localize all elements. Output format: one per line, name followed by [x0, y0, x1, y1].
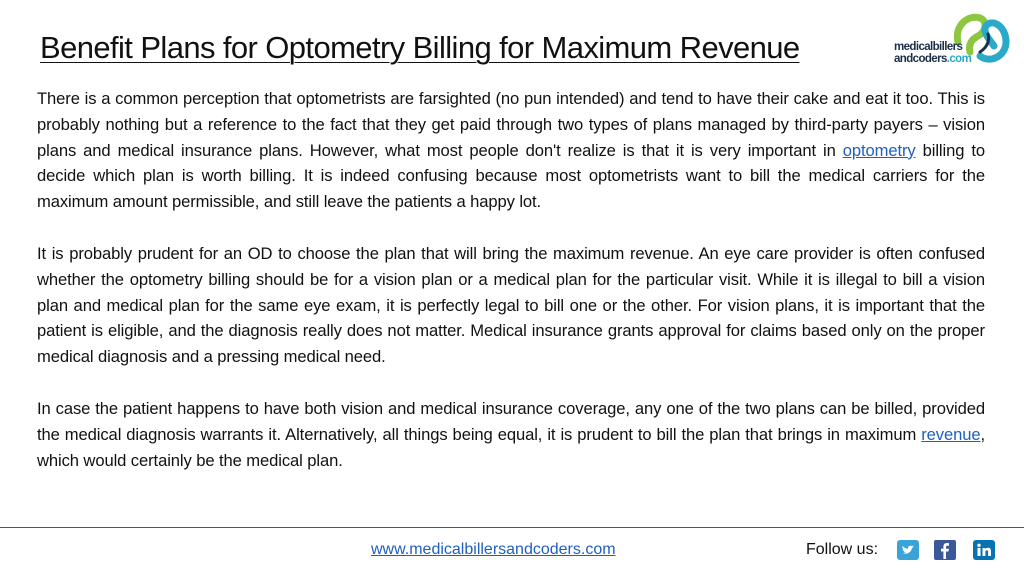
paragraph-1-text-a: There is a common perception that optometrists are farsighted (no pun intended) and tend to have their cake and eat it too. This is probably nothing but a reference to the fact that they get paid through two types of plans managed by third-party payers – vision plans and medical insurance plans. However, what most people don't realize is that it is very important in	[37, 89, 985, 160]
article-body	[37, 86, 985, 499]
paragraph-1-text-b: billing to decide which plan is worth billing. It is indeed confusing because most optometrists want to bill the medical carriers for the maximum amount permissible, and still leave the patients a happy lot.	[37, 140, 985, 212]
logo-text-line1: medicalbillers	[894, 41, 963, 53]
facebook-icon[interactable]	[934, 540, 956, 560]
twitter-icon[interactable]	[897, 540, 919, 560]
follow-us-label: Follow us:	[806, 541, 879, 558]
optometry-link[interactable]: optometry	[842, 140, 916, 160]
website-link[interactable]: www.medicalbillersandcoders.com	[371, 541, 616, 558]
linkedin-icon[interactable]	[973, 540, 995, 560]
paragraph-2: It is probably prudent for an OD to choose the plan that will bring the maximum revenue. An eye care provider is often confused whether the optometry billing should be for a vision plan or a medical plan for the particular visit. While it is illegal to bill a vision plan and medical plan for the same eye exam, it is perfectly legal to bill one or the other. For vision plans, it is important that the patient is eligible, and the diagnosis really does not matter. Medical insurance grants approval for claims based only on the proper medical diagnosis and a pressing medical need.	[37, 243, 985, 367]
paragraph-1	[37, 86, 985, 215]
logo-text-domain: .com	[946, 53, 972, 65]
paragraph-3	[37, 396, 985, 473]
page-title: Benefit Plans for Optometry Billing for Maximum Revenue	[40, 30, 800, 65]
company-logo[interactable]	[894, 12, 1014, 74]
logo-text-line2	[894, 54, 971, 66]
paragraph-3-text-a: In case the patient happens to have both vision and medical insurance coverage, any one of the two plans can be billed, provided the medical diagnosis warrants it. Alternatively, all things being equal, it is prudent to bill the plan that brings in maximum	[37, 398, 985, 444]
revenue-link[interactable]: revenue	[921, 424, 981, 444]
logo-text-andcoders: andcoders	[894, 53, 947, 65]
footer-divider	[0, 527, 1024, 528]
paragraph-3-text-b: , which would certainly be the medical plan.	[37, 424, 985, 470]
